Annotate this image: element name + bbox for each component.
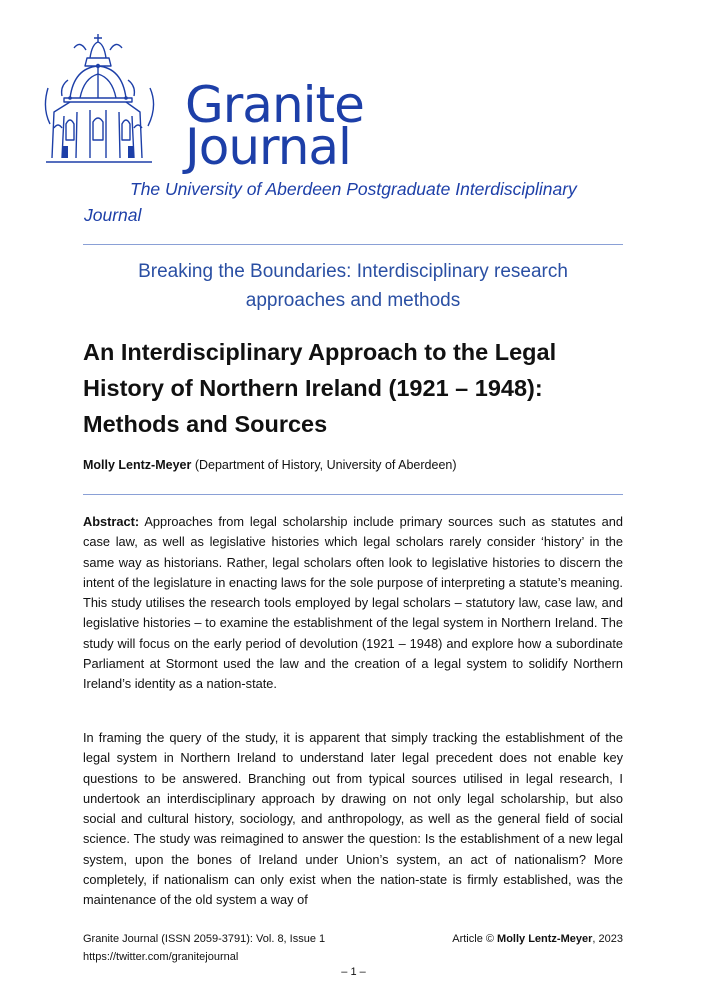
issue-theme-line-2: approaches and methods [245,290,461,311]
header-divider [83,244,623,245]
byline-divider [83,494,623,495]
twitter-link[interactable]: https://twitter.com/granitejournal [83,951,239,963]
tagline-line-1: The University of Aberdeen Postgraduate Interdisciplinary [130,179,577,199]
title-line-3: Methods and Sources [83,411,328,437]
journal-tagline [84,176,644,228]
kings-college-crown-tower-icon [40,28,190,168]
title-line-2: History of Northern Ireland (1921 – 1948): [83,375,543,401]
copyright-year: , 2023 [592,933,623,945]
journal-issn-volume: Granite Journal (ISSN 2059-3791): Vol. 8, Issue 1 [83,933,326,945]
body-paragraph: In framing the query of the study, it is apparent that simply tracking the establishment of the legal system in Northern Ireland to understand later legal precedent does not enable key questions to be answered. Branching out from typical sources utilised in legal research, I undertook an interdisciplinary approach by drawing on not only legal scholarship, but also social and cultural history, sociology, and anthropology, as well as the general field of social science. The study was reimagined to answer the question: Is the establishment of a new legal system, upon the bones of Ireland under Union’s system, an act of nationalism? More completely, if nationalism can only exist when the nation-state is firmly established, was the maintenance of the old system a way of [83,730,623,908]
wordmark-line-1: Granite [185,76,364,134]
tagline-line-2: Journal [84,205,142,225]
title-line-1: An Interdisciplinary Approach to the Legal [83,339,557,365]
abstract [83,512,623,695]
copyright-label: Article © [452,933,494,945]
abstract-text: Approaches from legal scholarship include primary sources such as statutes and case law, as well as legislative histories which legal scholars rarely consider ‘history’ in the same way as historians. Rather, legal scholars often look to legislative histories to discern the intent of the legislature in enacting laws for the sole purpose of interpreting a statute’s meaning. This study utilises the research tools employed by legal scholars – statutory law, case law, and legislative histories – to examine the establishment of the legal system in Northern Ireland. The study will focus on the early period of devolution (1921 – 1948) and explore how a subordinate Parliament at Stormont used the law and the creation of a legal system to solidify Northern Ireland’s identity as a nation-state. [83,514,623,692]
author-name: Molly Lentz-Meyer [83,458,192,472]
wordmark-line-2: Journal [185,118,351,176]
abstract-label: Abstract: [83,514,140,529]
author-byline [83,458,457,472]
issue-theme-heading [83,257,623,315]
article-title [83,334,623,442]
copyright-author: Molly Lentz-Meyer [497,933,593,945]
footer-journal-info [83,930,325,966]
issue-theme-line-1: Breaking the Boundaries: Interdisciplinary research [138,261,568,282]
footer-copyright [452,930,623,948]
author-affiliation: (Department of History, University of Aberdeen) [194,458,457,472]
page-number: – 1 – [341,966,366,978]
journal-logo-wordmark [185,76,364,176]
